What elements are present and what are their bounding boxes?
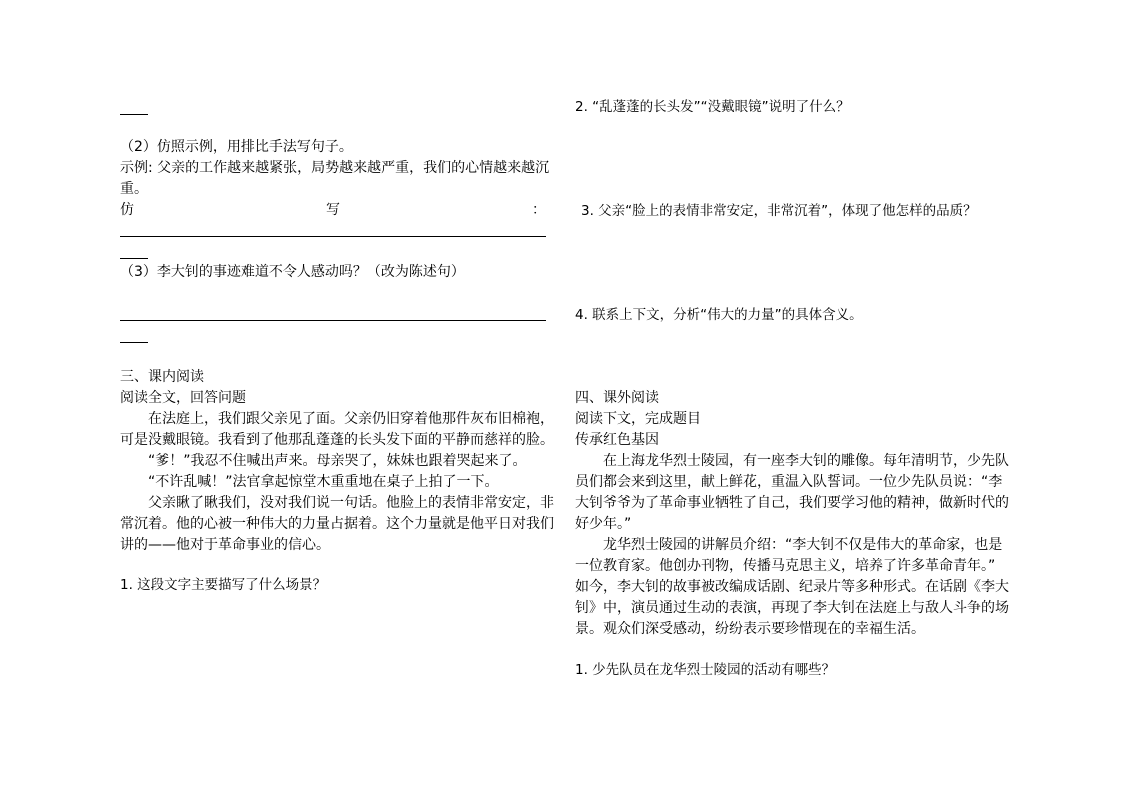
imitate-label: 仿 [120,202,134,218]
passage-line: 在上海龙华烈士陵园，有一座李大钊的雕像。每年清明节，少先队 [603,453,1009,469]
passage-title: 传承红色基因 [575,432,659,448]
answer-line[interactable] [120,236,546,237]
passage-line: 员们都会来到这里，献上鲜花，重温入队誓词。一位少先队员说：“李 [575,474,1003,490]
passage-line: “爹！”我忍不住喊出声来。母亲哭了，妹妹也跟着哭起来了。 [148,453,527,469]
answer-blank-short [120,342,148,343]
example-line-1: 示例: 父亲的工作越来越紧张，局势越来越严重，我们的心情越来越沉 [120,160,550,176]
imitate-write-row [120,200,546,221]
write-label: 写 [326,202,340,218]
passage-line: 父亲瞅了瞅我们，没对我们说一句话。他脸上的表情非常安定，非 [148,495,554,511]
answer-blank-short [120,258,148,259]
passage-line: 大钊爷爷为了革命事业牺牲了自己，我们要学习他的精神，做新时代的 [575,495,1009,511]
colon-label: ： [532,202,546,218]
passage-line: 龙华烈士陵园的讲解员介绍：“李大钊不仅是伟大的革命家，也是 [603,537,1003,553]
section-3-instruction: 阅读全文，回答问题 [120,390,246,406]
answer-line[interactable] [120,320,546,321]
question-4: 4. 联系上下文，分析“伟大的力量”的具体含义。 [575,307,863,323]
passage-line: “不许乱喊！”法官拿起惊堂木重重地在桌子上拍了一下。 [148,474,499,490]
question-1: 1. 少先队员在龙华烈士陵园的活动有哪些？ [575,662,836,678]
question-2: 2. “乱蓬蓬的长头发”“没戴眼镜”说明了什么？ [575,99,850,115]
passage-line: 常沉着。他的心被一种伟大的力量占据着。这个力量就是他平日对我们 [120,516,554,532]
answer-blank-short [120,114,148,115]
question-2-label: （2）仿照示例，用排比手法写句子。 [120,139,353,155]
passage-line: 在法庭上，我们跟父亲见了面。父亲仍旧穿着他那件灰布旧棉袍， [148,411,554,427]
passage-line: 可是没戴眼镜。我看到了他那乱蓬蓬的长头发下面的平静而慈祥的脸。 [120,432,554,448]
passage-line: 一位教育家。他创办刊物，传播马克思主义，培养了许多革命青年。” [575,558,996,574]
passage-line: 好少年。” [575,516,632,532]
question-3-label: （3）李大钊的事迹难道不令人感动吗？（改为陈述句） [120,264,465,280]
question-1: 1. 这段文字主要描写了什么场景？ [120,577,327,593]
passage-line: 景。观众们深受感动，纷纷表示要珍惜现在的幸福生活。 [575,621,925,637]
passage-line: 如今，李大钊的故事被改编成话剧、纪录片等多种形式。在话剧《李大 [575,579,1009,595]
question-3: 3. 父亲“脸上的表情非常安定，非常沉着”，体现了他怎样的品质？ [581,203,977,219]
passage-line: 钊》中，演员通过生动的表演，再现了李大钊在法庭上与敌人斗争的场 [575,600,1009,616]
section-4-heading: 四、课外阅读 [575,390,659,406]
section-4-instruction: 阅读下文，完成题目 [575,411,701,427]
passage-line: 讲的——他对于革命事业的信心。 [120,537,330,553]
example-line-2: 重。 [120,181,148,197]
section-3-heading: 三、课内阅读 [120,369,204,385]
